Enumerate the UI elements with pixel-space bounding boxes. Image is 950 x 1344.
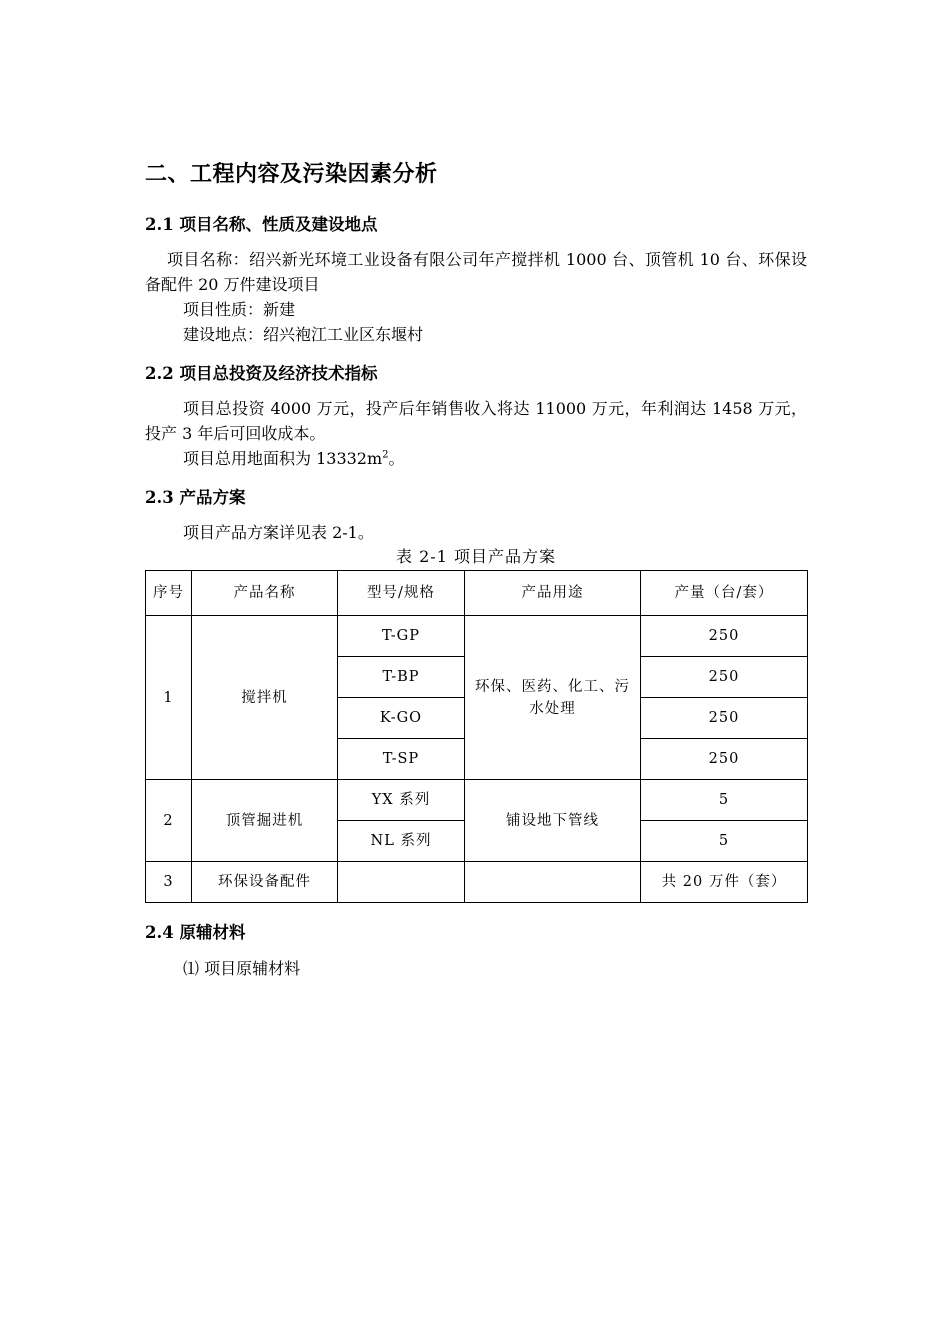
row1-output-2: 250 (641, 657, 808, 698)
row1-model-1: T-GP (338, 616, 465, 657)
row3-no: 3 (146, 862, 192, 903)
row1-output-3: 250 (641, 698, 808, 739)
table-row (146, 862, 808, 903)
table-caption: 表 2-1 项目产品方案 (396, 547, 556, 566)
table-header-row (146, 571, 808, 616)
header-output: 产量（台/套） (641, 571, 808, 616)
project-name-paragraph: 项目名称：绍兴新光环境工业设备有限公司年产搅拌机 1000 台、顶管机 10 台、环保设备配件 20 万件建设项目 (145, 250, 807, 294)
row3-output: 共 20 万件（套） (641, 862, 808, 903)
raw-materials-subheading: ⑴ 项目原辅材料 (183, 959, 301, 978)
row3-model (338, 862, 465, 903)
header-product-name: 产品名称 (192, 571, 338, 616)
row2-no: 2 (146, 780, 192, 862)
row1-output-4: 250 (641, 739, 808, 780)
row2-model-2: NL 系列 (338, 821, 465, 862)
row1-model-3: K-GO (338, 698, 465, 739)
heading-2-3: 2.3 产品方案 (145, 488, 246, 507)
row3-product-name: 环保设备配件 (192, 862, 338, 903)
row2-model-1: YX 系列 (338, 780, 465, 821)
project-nature-line: 项目性质：新建 (183, 300, 296, 319)
row1-output-1: 250 (641, 616, 808, 657)
heading-2-2: 2.2 项目总投资及经济技术指标 (145, 364, 378, 383)
header-use: 产品用途 (465, 571, 641, 616)
row1-product-name: 搅拌机 (192, 616, 338, 780)
row1-model-2: T-BP (338, 657, 465, 698)
section-title: 二、工程内容及污染因素分析 (145, 161, 438, 187)
product-intro-line: 项目产品方案详见表 2-1。 (183, 523, 374, 542)
land-area-end: 。 (388, 449, 405, 468)
table-row (146, 780, 808, 821)
row2-product-name: 顶管掘进机 (192, 780, 338, 862)
row1-model-4: T-SP (338, 739, 465, 780)
land-area-superscript: 2 (382, 449, 389, 461)
row2-output-2: 5 (641, 821, 808, 862)
row1-no: 1 (146, 616, 192, 780)
row2-output-1: 5 (641, 780, 808, 821)
row2-use: 铺设地下管线 (465, 780, 641, 862)
land-area-line (183, 446, 405, 471)
row1-use: 环保、医药、化工、污水处理 (465, 616, 641, 780)
table-row (146, 616, 808, 657)
product-table (145, 570, 808, 903)
project-location-line: 建设地点：绍兴袍江工业区东堰村 (183, 325, 424, 344)
header-no: 序号 (146, 571, 192, 616)
investment-paragraph: 项目总投资 4000 万元，投产后年销售收入将达 11000 万元，年利润达 1458 万元，投产 3 年后可回收成本。 (145, 399, 807, 443)
heading-2-1: 2.1 项目名称、性质及建设地点 (145, 215, 378, 234)
row3-use (465, 862, 641, 903)
land-area-text: 项目总用地面积为 13332m (183, 449, 383, 468)
heading-2-4: 2.4 原辅材料 (145, 923, 246, 942)
header-model: 型号/规格 (338, 571, 465, 616)
